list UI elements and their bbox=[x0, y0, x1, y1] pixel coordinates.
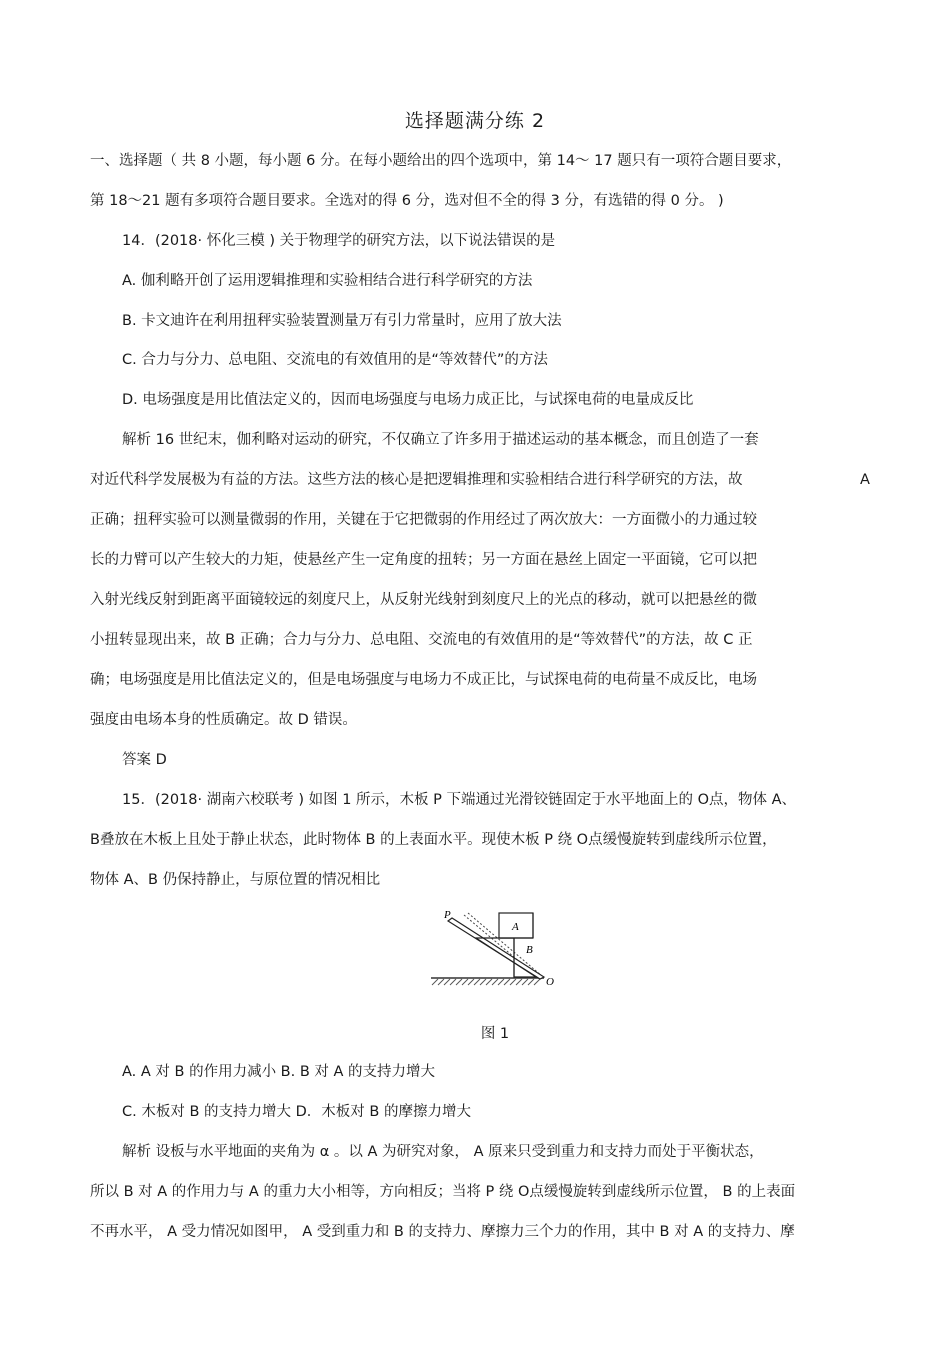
page-title: 选择题满分练 2 bbox=[404, 110, 546, 132]
q14-option-b: B. 卡文迪许在利用扭秤实验装置测量万有引力常量时，应用了放大法 bbox=[122, 313, 562, 329]
q14-analysis-line: 正确；扭秤实验可以测量微弱的作用，关键在于它把微弱的作用经过了两次放大：一方面微小的力通过较 bbox=[90, 512, 757, 528]
q14-option-a: A. 伽利略开创了运用逻辑推理和实验相结合进行科学研究的方法 bbox=[122, 273, 533, 289]
q14-analysis-line: 解析 16 世纪末，伽利略对运动的研究，不仅确立了许多用于描述运动的基本概念，而且创造了一套 bbox=[122, 432, 759, 448]
intro-line-1: 一、选择题（ 共 8 小题，每小题 6 分。在每小题给出的四个选项中，第 14～ 17 题只有一项符合题目要求， bbox=[90, 153, 792, 169]
q15-stem-line: B叠放在木板上且处于静止状态，此时物体 B 的上表面水平。现使木板 P 绕 O点缓慢旋转到虚线所示位置， bbox=[90, 832, 777, 848]
q14-analysis-line: 长的力臂可以产生较大的力矩，使悬丝产生一定角度的扭转；另一方面在悬丝上固定一平面镜，它可以把 bbox=[90, 552, 757, 568]
q15-options-cd: C. 木板对 B 的支持力增大 D．木板对 B 的摩擦力增大 bbox=[122, 1104, 471, 1120]
q14-analysis-line: 小扭转显现出来，故 B 正确；合力与分力、总电阻、交流电的有效值用的是“等效替代”的方法，故 C 正 bbox=[90, 632, 753, 648]
q14-answer: 答案 D bbox=[122, 752, 167, 768]
q15-stem-line: 物体 A、B 仍保持静止，与原位置的情况相比 bbox=[90, 872, 381, 888]
q14-analysis-line: 确；电场强度是用比值法定义的，但是电场强度与电场力不成正比，与试探电荷的电荷量不成反比，电场 bbox=[90, 672, 757, 688]
label-o: O bbox=[546, 976, 554, 988]
ground-hatching bbox=[432, 979, 540, 985]
figure-caption: 图 1 bbox=[480, 1026, 510, 1042]
q14-analysis-right-letter: A bbox=[860, 472, 870, 488]
q14-analysis-line: 强度由电场本身的性质确定。故 D 错误。 bbox=[90, 712, 357, 728]
intro-line-2: 第 18～21 题有多项符合题目要求。全选对的得 6 分，选对但不全的得 3 分，有选错的得 0 分。 ) bbox=[90, 193, 724, 209]
q14-analysis-line: 入射光线反射到距离平面镜较远的刻度尺上，从反射光线射到刻度尺上的光点的移动，就可以把悬丝的微 bbox=[90, 592, 757, 608]
q15-analysis-line: 不再水平， A 受力情况如图甲， A 受到重力和 B 的支持力、摩擦力三个力的作用，其中 B 对 A 的支持力、摩 bbox=[90, 1224, 795, 1240]
q15-stem-line: 15．(2018· 湖南六校联考 ) 如图 1 所示，木板 P 下端通过光滑铰链固定于水平地面上的 O点，物体 A、 bbox=[122, 792, 797, 808]
label-p: P bbox=[444, 909, 451, 921]
q15-analysis-line: 所以 B 对 A 的作用力与 A 的重力大小相等，方向相反；当将 P 绕 O点缓慢旋转到虚线所示位置， B 的上表面 bbox=[90, 1184, 796, 1200]
q14-stem: 14．(2018· 怀化三模 ) 关于物理学的研究方法，以下说法错误的是 bbox=[122, 233, 556, 249]
figure-1-diagram bbox=[426, 905, 561, 995]
q15-options-ab: A. A 对 B 的作用力减小 B. B 对 A 的支持力增大 bbox=[122, 1064, 436, 1080]
q15-analysis-line: 解析 设板与水平地面的夹角为 α 。以 A 为研究对象， A 原来只受到重力和支持力而处于平衡状态， bbox=[122, 1144, 764, 1160]
q14-option-c: C. 合力与分力、总电阻、交流电的有效值用的是“等效替代”的方法 bbox=[122, 352, 548, 368]
label-a: A bbox=[512, 921, 519, 933]
label-b: B bbox=[526, 944, 533, 956]
q14-analysis-line: 对近代科学发展极为有益的方法。这些方法的核心是把逻辑推理和实验相结合进行科学研究的方法，故 bbox=[90, 472, 743, 488]
q14-option-d: D. 电场强度是用比值法定义的，因而电场强度与电场力成正比，与试探电荷的电量成反比 bbox=[122, 392, 694, 408]
